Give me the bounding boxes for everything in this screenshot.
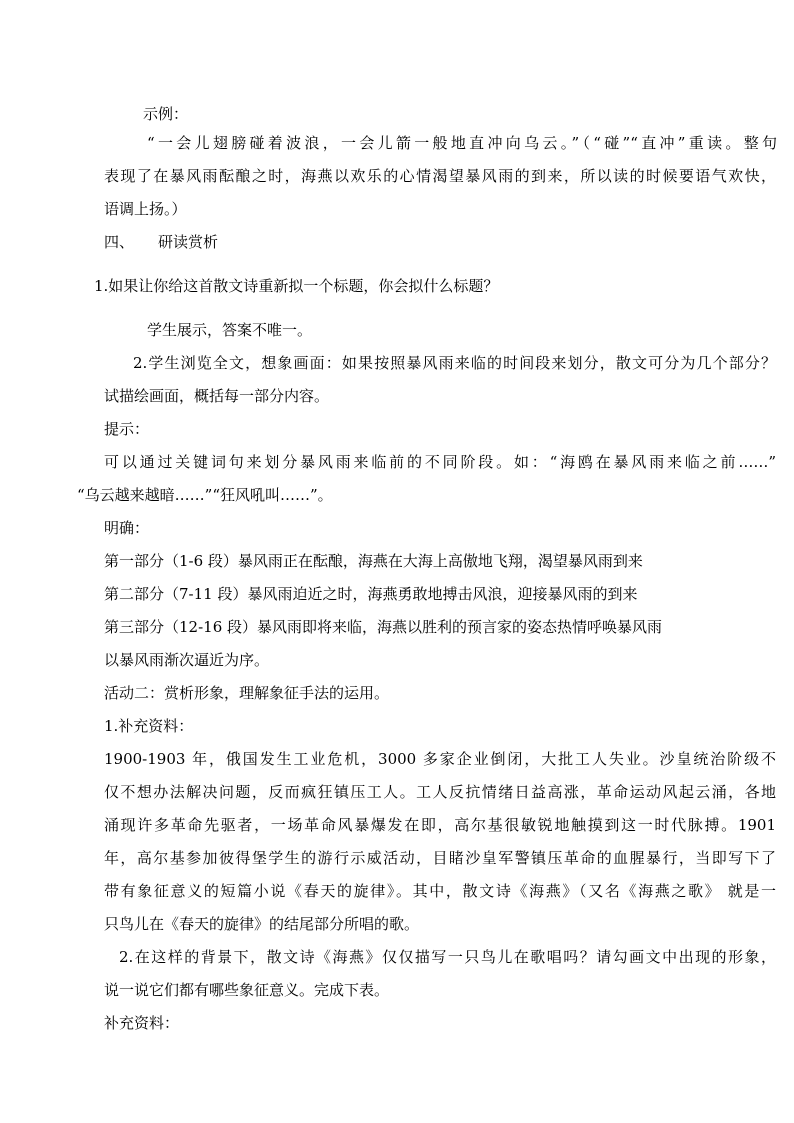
supplement-2-label: 补充资料： xyxy=(104,1014,180,1032)
question-2-line-1: 2.学生浏览全文，想象画面：如果按照暴风雨来临的时间段来划分，散文可分为几个部分？ xyxy=(133,354,776,372)
supplement-line-4: 年，高尔基参加彼得堡学生的游行示威活动，目睹沙皇军警镇压革命的血腥暴行，当即写下了 xyxy=(104,849,776,867)
supplement-1-label: 1.补充资料： xyxy=(104,717,194,735)
order-note: 以暴风雨渐次逼近为序。 xyxy=(104,651,270,669)
section-number: 四、 xyxy=(104,233,135,251)
question-1: 1.如果让你给这首散文诗重新拟一个标题，你会拟什么标题？ xyxy=(94,277,499,295)
supplement-line-2: 仅不想办法解决问题，反而疯狂镇压工人。工人反抗情绪日益高涨，革命运动风起云涌，各地 xyxy=(104,783,776,801)
question-3-line-2: 说一说它们都有哪些象征意义。完成下表。 xyxy=(104,981,390,999)
activity-2-heading: 活动二：赏析形象，理解象征手法的运用。 xyxy=(104,684,390,702)
hint-label: 提示： xyxy=(104,420,150,438)
part-1: 第一部分（1-6 段）暴风雨正在酝酿，海燕在大海上高傲地飞翔，渴望暴风雨到来 xyxy=(104,552,643,570)
example-paragraph-line-3: 语调上扬。） xyxy=(104,200,187,218)
part-3: 第三部分（12-16 段）暴风雨即将来临，海燕以胜利的预言家的姿态热情呼唤暴风雨 xyxy=(104,618,663,636)
section-title: 研读赏析 xyxy=(158,233,219,251)
hint-line-2: “乌云越来越暗……”“狂风吼叫……”。 xyxy=(77,486,333,504)
part-2: 第二部分（7-11 段）暴风雨迫近之时，海燕勇敢地搏击风浪，迎接暴风雨的到来 xyxy=(104,585,638,603)
supplement-line-5: 带有象征意义的短篇小说《春天的旋律》。其中，散文诗《海燕》（又名《海燕之歌》 就是一 xyxy=(104,882,776,900)
example-paragraph-line-1: “一会儿翅膀碰着波浪，一会儿箭一般地直冲向乌云。”（“碰”“直冲”重读。整句 xyxy=(147,134,777,152)
question-2-line-2: 试描绘画面，概括每一部分内容。 xyxy=(104,387,330,405)
clarification-label: 明确： xyxy=(104,519,150,537)
example-label: 示例： xyxy=(143,105,189,123)
supplement-line-1: 1900-1903 年，俄国发生工业危机，3000 多家企业倒闭，大批工人失业。沙皇统治阶级不 xyxy=(104,750,776,768)
question-3-line-1: 2.在这样的背景下，散文诗《海燕》仅仅描写一只鸟儿在歌唱吗？请勾画文中出现的形象， xyxy=(119,948,776,966)
question-1-answer: 学生展示，答案不唯一。 xyxy=(147,321,313,339)
supplement-line-6: 只鸟儿在《春天的旋律》的结尾部分所唱的歌。 xyxy=(104,915,420,933)
supplement-line-3: 涌现许多革命先驱者，一场革命风暴爆发在即，高尔基很敏锐地触摸到这一时代脉搏。1901 xyxy=(104,816,776,834)
example-paragraph-line-2: 表现了在暴风雨酝酿之时，海燕以欢乐的心情渴望暴风雨的到来，所以读的时候要语气欢快， xyxy=(104,167,776,185)
hint-line-1: 可以通过关键词句来划分暴风雨来临前的不同阶段。如：“海鸥在暴风雨来临之前……” xyxy=(104,453,776,471)
